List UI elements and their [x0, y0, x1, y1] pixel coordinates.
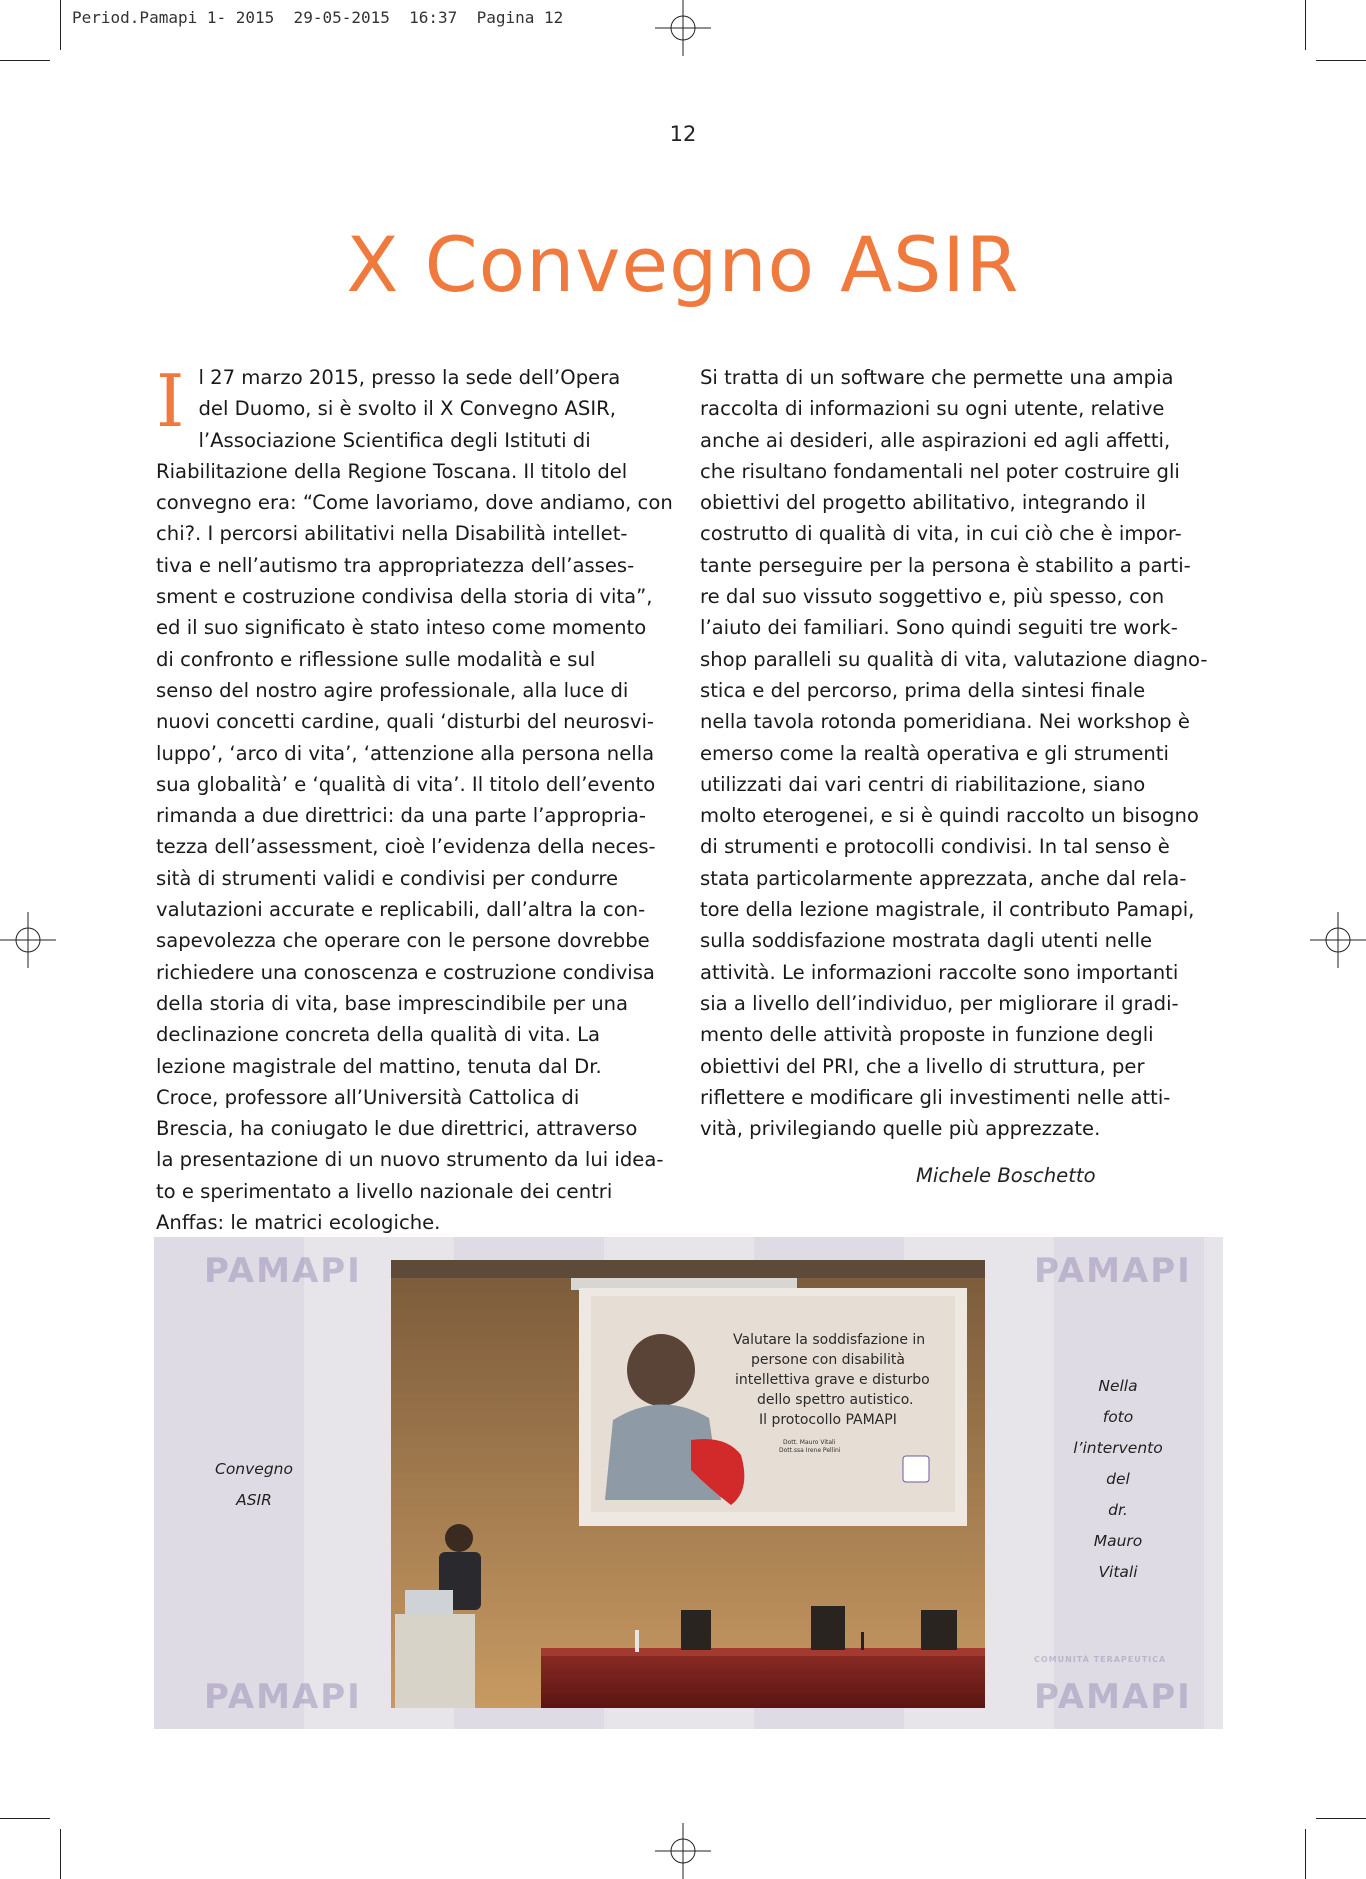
watermark-subtitle: COMUNITÀ TERAPEUTICA — [1034, 1655, 1167, 1664]
print-header: Period.Pamapi 1- 2015 29-05-2015 16:37 Pagina 12 — [72, 8, 564, 27]
slide-text-line: Il protocollo PAMAPI — [759, 1412, 897, 1428]
registration-mark-top — [655, 0, 711, 56]
article-title: X Convegno ASIR — [346, 220, 1020, 309]
caption-left-line: Convegno — [215, 1460, 293, 1478]
slide-text-line: persone con disabilità — [751, 1352, 905, 1368]
crop-mark-top-left-h — [0, 60, 50, 61]
page-number: 12 — [669, 122, 697, 146]
article-column-right: Si tratta di un software che permette una ampia raccolta di informazioni su ogni utente, relative anche ai desideri, alle aspirazioni ed agli affetti, che risultano fondamentali nel poter costruire gli obiettivi del progetto abilitativo, integrando il costrutto di qualità di vita, in cui ciò che è impor- tante perseguire per la persona è stabilito a parti- re dal suo vissuto soggettivo e, più spesso, con l’aiuto dei familiari. Sono quindi seguiti tre work- shop paralleli su qualità di vita, valutazione diagno- stica e del percorso, prima della sintesi finale nella tavola rotonda pomeridiana. Nei workshop è emerso come la realtà operativa e gli strumenti utilizzati dai vari centri di riabilitazione, siano molto eterogenei, e si è quindi raccolto un bisogno di strumenti e protocolli condivisi. In tal senso è stata particolarmente apprezzata, anche dal rela- tore della lezione magistrale, il contributo Pamapi, sulla soddisfazione mostrata dagli utenti nelle attività. Le informazioni raccolte sono importanti sia a livello dell’individuo, per migliorare il gradi- mento delle attività proposte in funzione degli obiettivi del PRI, che a livello di struttura, per riflettere e modificare gli investimenti nelle atti- vità, privilegiando quelle più apprezzate. — [700, 366, 1208, 1141]
caption-right-line: dr. — [1108, 1501, 1128, 1519]
registration-mark-left — [0, 912, 56, 968]
slide-text-line: dello spettro autistico. — [757, 1392, 914, 1408]
author-signature: Michele Boschetto — [916, 1164, 1096, 1187]
conference-photo-illustration — [391, 1260, 985, 1708]
caption-right-line: Vitali — [1098, 1563, 1138, 1581]
crop-mark-top-right — [1305, 0, 1306, 50]
crop-mark-bottom-left-h — [0, 1818, 50, 1819]
slide-author: Dott. Mauro Vitali — [783, 1439, 836, 1446]
caption-left-line: ASIR — [236, 1491, 272, 1509]
crop-mark-top-left — [60, 0, 61, 50]
watermark-logo: PAMAPI — [1034, 1251, 1192, 1291]
watermark-logo: PAMAPI — [204, 1251, 362, 1291]
drop-cap: I — [156, 359, 185, 443]
caption-right-line: del — [1106, 1470, 1130, 1488]
conference-photo — [391, 1260, 985, 1708]
watermark-logo: PAMAPI — [1034, 1677, 1192, 1717]
crop-mark-bottom-right — [1305, 1829, 1306, 1879]
slide-text-line: Valutare la soddisfazione in — [733, 1332, 926, 1348]
crop-mark-top-right-h — [1316, 60, 1366, 61]
caption-right-line: foto — [1102, 1408, 1134, 1426]
slide-logo-icon — [903, 1456, 929, 1482]
caption-left — [214, 1454, 294, 1516]
article-lead: l 27 marzo 2015, presso la sede dell’Opera del Duomo, si è svolto il X Convegno ASIR, l’Associazione Scientifica degli Istituti di — [198, 366, 621, 452]
caption-right-line: Nella — [1098, 1377, 1138, 1395]
article-body-left: Riabilitazione della Regione Toscana. Il titolo del convegno era: “Come lavoriamo, dove andiamo, con chi?. I percorsi abilitativi nella Disabilità intellet- tiva e nell’autismo tra appropriatezza dell’asses- sment e costruzione condivisa della storia di vita”, ed il suo significato è stato inteso come momento di confronto e riflessione sulle modalità e sul senso del nostro agire professionale, alla luce di nuovi concetti cardine, quali ‘disturbi del neurosvi- luppo’, ‘arco di vita’, ‘attenzione alla persona nella sua globalità’ e ‘qualità di vita’. Il titolo dell’evento rimanda a due direttrici: da una parte l’appropria- tezza dell’assessment, cioè l’evidenza della neces- sità di strumenti validi e condivisi per condurre valutazioni accurate e replicabili, dall’altra la con- sapevolezza che operare con le persone dovrebbe richiedere una conoscenza e costruzione condivisa della storia di vita, base imprescindibile per una declinazione concreta della qualità di vita. La lezione magistrale del mattino, tenuta dal Dr. Croce, professore all’Università Cattolica di Brescia, ha coniugato le due direttrici, attraverso la presentazione di un nuovo strumento da lui idea- to e sperimentato a livello nazionale dei centri Anffas: le matrici ecologiche. — [156, 459, 673, 1235]
caption-right — [1048, 1371, 1188, 1588]
caption-right-line: l’intervento — [1073, 1439, 1163, 1457]
watermark-logo: PAMAPI — [204, 1677, 362, 1717]
slide-text-line: intellettiva grave e disturbo — [735, 1372, 930, 1388]
article-column-left — [156, 359, 681, 1238]
crop-mark-bottom-left — [60, 1829, 61, 1879]
crop-mark-bottom-right-h — [1316, 1818, 1366, 1819]
slide-author: Dott.ssa Irene Pellini — [779, 1447, 841, 1454]
registration-mark-bottom — [655, 1823, 711, 1879]
caption-right-line: Mauro — [1093, 1532, 1143, 1550]
registration-mark-right — [1310, 912, 1366, 968]
